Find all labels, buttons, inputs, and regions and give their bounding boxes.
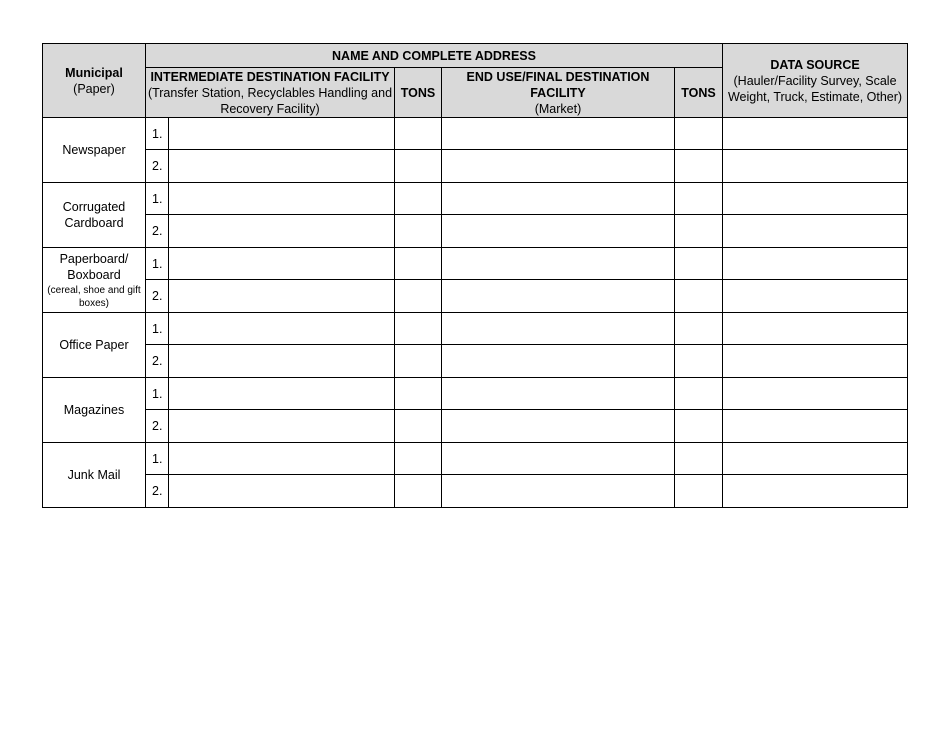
tons-cell-2[interactable] [675,248,723,280]
table-row [43,215,908,248]
tons-cell-2[interactable] [675,475,723,508]
tons-header-2: TONS [675,68,723,118]
municipal-title: Municipal [65,65,123,80]
intermediate-facility-cell[interactable] [169,118,395,150]
end-use-facility-cell[interactable] [442,313,675,345]
row-number: 1. [146,443,169,475]
material-note: (cereal, shoe and gift boxes) [47,284,141,309]
material-label: Paperboard/ Boxboard [59,251,129,282]
table-row [43,118,908,150]
tons-cell-1[interactable] [395,248,442,280]
intermediate-facility-cell[interactable] [169,280,395,313]
end-use-facility-cell[interactable] [442,410,675,443]
data-source-cell[interactable] [723,280,908,313]
end-use-facility-header [442,68,675,118]
end-use-facility-cell[interactable] [442,378,675,410]
row-number: 2. [146,150,169,183]
intermediate-facility-title: INTERMEDIATE DESTINATION FACILITY [150,69,390,84]
tons-cell-2[interactable] [675,443,723,475]
material-label: Magazines [63,403,125,417]
tons-cell-1[interactable] [395,150,442,183]
table-row [43,378,908,410]
tons-cell-1[interactable] [395,443,442,475]
table-row [43,313,908,345]
end-use-facility-title: END USE/FINAL DESTINATION FACILITY [466,69,650,100]
row-number: 1. [146,118,169,150]
tons-header-1: TONS [395,68,442,118]
end-use-facility-cell[interactable] [442,118,675,150]
intermediate-facility-cell[interactable] [169,475,395,508]
municipal-subtitle: (Paper) [73,81,115,96]
end-use-facility-cell[interactable] [442,280,675,313]
tons-cell-2[interactable] [675,280,723,313]
paper-recycling-form-table [42,43,908,508]
data-source-cell[interactable] [723,183,908,215]
row-number: 2. [146,215,169,248]
material-label-cell [43,118,146,183]
table-row [43,410,908,443]
end-use-facility-subtitle: (Market) [534,101,582,116]
tons-cell-2[interactable] [675,118,723,150]
table-row [43,475,908,508]
row-number: 1. [146,183,169,215]
tons-cell-1[interactable] [395,378,442,410]
row-number: 1. [146,313,169,345]
table-row [43,280,908,313]
tons-cell-1[interactable] [395,215,442,248]
row-number: 2. [146,345,169,378]
data-source-cell[interactable] [723,410,908,443]
end-use-facility-cell[interactable] [442,150,675,183]
intermediate-facility-cell[interactable] [169,183,395,215]
tons-cell-1[interactable] [395,183,442,215]
intermediate-facility-cell[interactable] [169,248,395,280]
material-label: Corrugated Cardboard [62,200,126,230]
tons-cell-1[interactable] [395,280,442,313]
data-source-cell[interactable] [723,475,908,508]
data-source-cell[interactable] [723,313,908,345]
intermediate-facility-cell[interactable] [169,410,395,443]
municipal-header [43,44,146,118]
tons-cell-1[interactable] [395,345,442,378]
tons-cell-2[interactable] [675,150,723,183]
tons-cell-1[interactable] [395,410,442,443]
table-row [43,150,908,183]
data-source-title: DATA SOURCE [770,57,860,72]
end-use-facility-cell[interactable] [442,475,675,508]
tons-cell-2[interactable] [675,378,723,410]
material-label-cell [43,248,146,313]
intermediate-facility-cell[interactable] [169,215,395,248]
tons-cell-2[interactable] [675,183,723,215]
material-label: Junk Mail [67,468,121,482]
data-source-cell[interactable] [723,443,908,475]
tons-cell-2[interactable] [675,313,723,345]
row-number: 2. [146,410,169,443]
end-use-facility-cell[interactable] [442,183,675,215]
data-source-cell[interactable] [723,378,908,410]
data-source-cell[interactable] [723,345,908,378]
intermediate-facility-cell[interactable] [169,443,395,475]
tons-cell-1[interactable] [395,313,442,345]
intermediate-facility-header [146,68,395,118]
table-row [43,248,908,280]
material-label: Newspaper [62,143,126,157]
material-label-cell [43,313,146,378]
row-number: 1. [146,378,169,410]
intermediate-facility-subtitle: (Transfer Station, Recyclables Handling and Recovery Facility) [147,85,393,116]
table-row [43,345,908,378]
material-label: Office Paper [59,338,129,352]
data-source-cell[interactable] [723,215,908,248]
tons-cell-2[interactable] [675,410,723,443]
row-number: 2. [146,475,169,508]
data-source-cell[interactable] [723,150,908,183]
end-use-facility-cell[interactable] [442,215,675,248]
intermediate-facility-cell[interactable] [169,150,395,183]
tons-cell-1[interactable] [395,475,442,508]
table-row [43,183,908,215]
tons-cell-1[interactable] [395,118,442,150]
name-address-header: NAME AND COMPLETE ADDRESS [146,44,723,68]
intermediate-facility-cell[interactable] [169,345,395,378]
material-label-cell [43,443,146,508]
material-label-cell [43,378,146,443]
row-number: 2. [146,280,169,313]
intermediate-facility-cell[interactable] [169,378,395,410]
row-number: 1. [146,248,169,280]
data-source-cell[interactable] [723,118,908,150]
tons-cell-2[interactable] [675,345,723,378]
tons-cell-2[interactable] [675,215,723,248]
end-use-facility-cell[interactable] [442,345,675,378]
data-source-subtitle: (Hauler/Facility Survey, Scale Weight, Truck, Estimate, Other) [727,73,903,104]
intermediate-facility-cell[interactable] [169,313,395,345]
end-use-facility-cell[interactable] [442,248,675,280]
table-row [43,443,908,475]
data-source-header [723,44,908,118]
material-label-cell [43,183,146,248]
data-source-cell[interactable] [723,248,908,280]
end-use-facility-cell[interactable] [442,443,675,475]
